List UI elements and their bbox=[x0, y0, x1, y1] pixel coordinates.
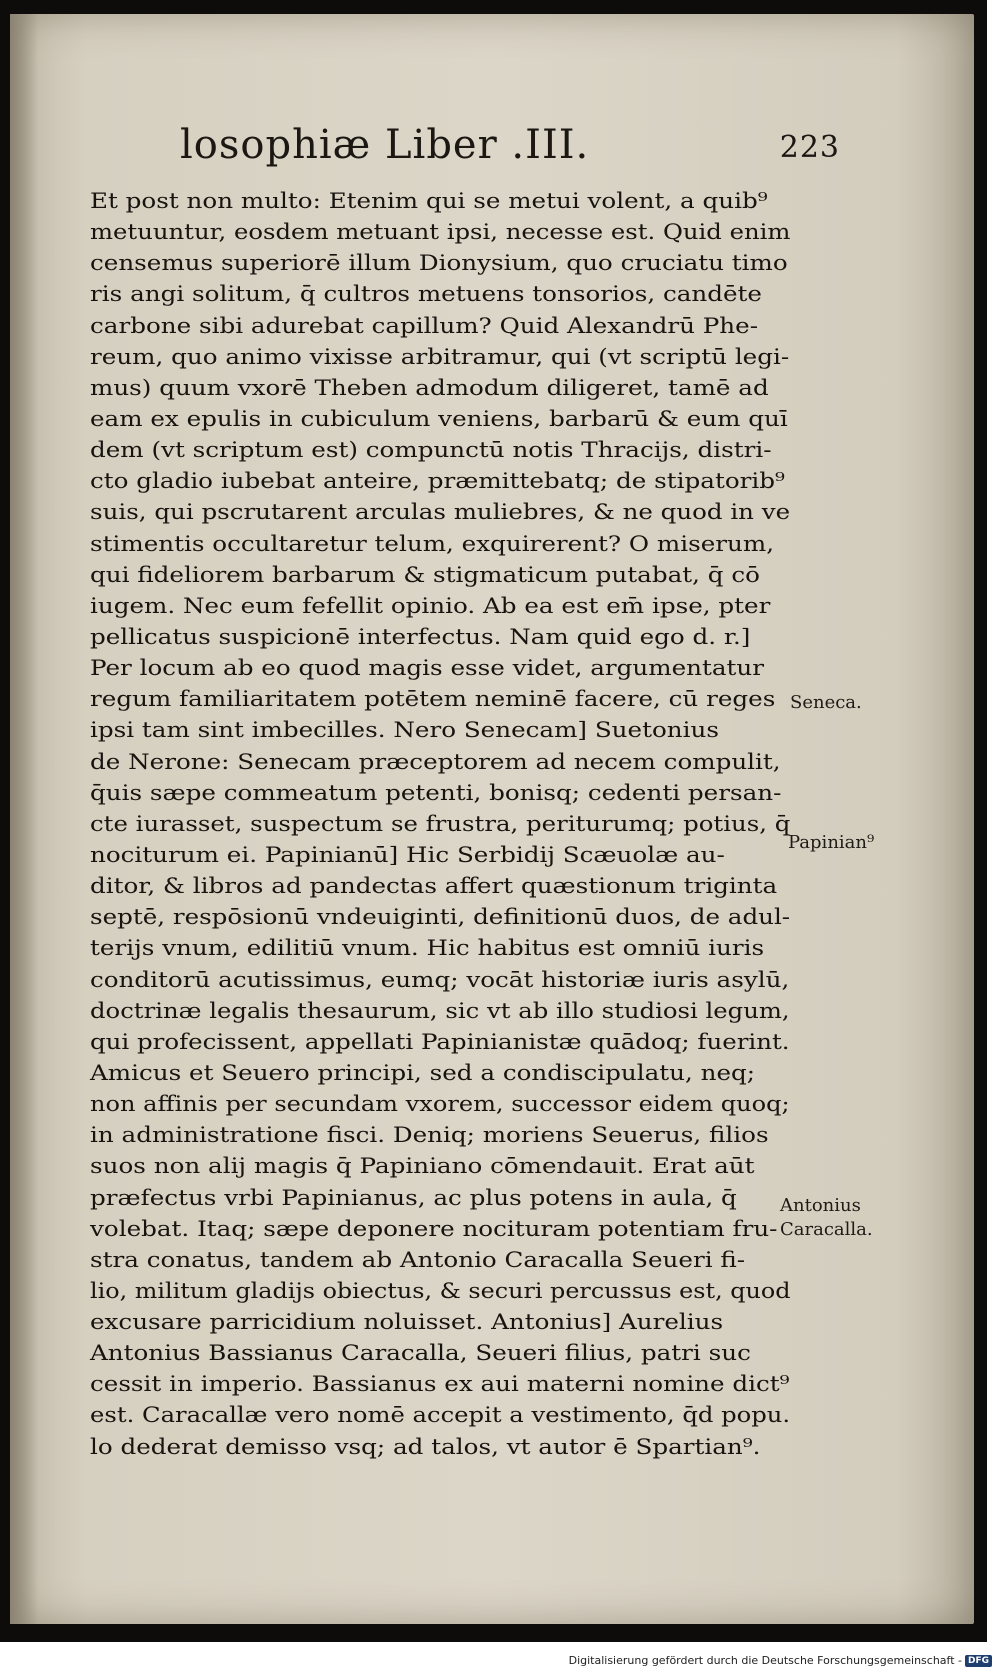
margin-note-papinian: Papinian⁹ bbox=[788, 832, 875, 853]
text-line: terijs vnum, edilitiū vnum. Hic habitus est omniū iuris bbox=[90, 936, 765, 962]
text-line: conditorū acutissimus, eumq; vocāt historiæ iuris asylū, bbox=[90, 967, 790, 993]
page-number: 223 bbox=[779, 130, 840, 165]
margin-note-antonius bbox=[780, 1194, 873, 1242]
text-line: ris angi solitum, q̄ cultros metuens tonsorios, candēte bbox=[90, 282, 762, 308]
text-line: regum familiaritatem potētem neminē facere, cū reges bbox=[90, 687, 776, 713]
text-line: lio, militum gladijs obiectus, & securi percussus est, quod bbox=[90, 1278, 791, 1304]
digitization-credit bbox=[569, 1654, 992, 1667]
text-line: mus) quum vxorē Theben admodum diligeret, tamē ad bbox=[90, 375, 769, 401]
text-line: septē, respōsionū vndeuiginti, definitionū duos, de adul- bbox=[90, 905, 791, 931]
text-line: cto gladio iubebat anteire, præmittebatq; de stipatorib⁹ bbox=[90, 469, 785, 495]
text-line: reum, quo animo vixisse arbitramur, qui (vt scriptū legi- bbox=[90, 344, 790, 370]
text-line: cessit in imperio. Bassianus ex aui materni nomine dict⁹ bbox=[90, 1372, 790, 1398]
text-line: metuuntur, eosdem metuant ipsi, necesse est. Quid enim bbox=[90, 220, 791, 246]
text-line: dem (vt scriptum est) compunctū notis Thracijs, distri- bbox=[90, 438, 772, 464]
text-line: cte iurasset, suspectum se frustra, periturumq; potius, q̄ bbox=[90, 811, 791, 837]
dfg-logo: DFG bbox=[965, 1655, 992, 1667]
text-line: Antonius Bassianus Caracalla, Seueri filius, patri suc bbox=[90, 1341, 751, 1367]
margin-note-seneca: Seneca. bbox=[790, 692, 862, 713]
text-line: qui fideliorem barbarum & stigmaticum putabat, q̄ cō bbox=[90, 562, 760, 588]
text-line: Et post non multo: Etenim qui se metui volent, a quib⁹ bbox=[90, 189, 768, 214]
text-line: Per locum ab eo quod magis esse videt, argumentatur bbox=[90, 656, 765, 682]
credit-text: Digitalisierung gefördert durch die Deutsche Forschungsgemeinschaft - bbox=[568, 1654, 962, 1667]
text-line: de Nerone: Senecam præceptorem ad necem compulit, bbox=[90, 749, 781, 775]
text-line: pellicatus suspicionē interfectus. Nam quid ego d. r.] bbox=[90, 624, 751, 650]
text-line: suis, qui pscrutarent arculas muliebres, & ne quod in ve bbox=[90, 500, 791, 526]
margin-note-antonius-line1: Antonius bbox=[780, 1195, 861, 1216]
text-line: non affinis per secundam vxorem, successor eidem quoq; bbox=[90, 1092, 790, 1118]
text-line: suos non alij magis q̄ Papiniano cōmendauit. Erat aūt bbox=[90, 1154, 755, 1180]
text-line: in administratione fisci. Deniq; moriens Seuerus, filios bbox=[90, 1123, 769, 1149]
running-title: losophiæ Liber .III. bbox=[180, 122, 590, 168]
text-line: excusare parricidium noluisset. Antonius] Aurelius bbox=[90, 1310, 724, 1336]
text-line: nociturum ei. Papinianū] Hic Serbidij Scæuolæ au- bbox=[90, 842, 725, 868]
text-line: doctrinæ legalis thesaurum, sic vt ab illo studiosi legum, bbox=[90, 998, 790, 1024]
text-line: qui profecissent, appellati Papinianistæ quādoq; fuerint. bbox=[90, 1029, 790, 1055]
text-line: præfectus vrbi Papinianus, ac plus potens in aula, q̄ bbox=[90, 1185, 737, 1211]
text-line: lo dederat demisso vsq; ad talos, vt autor ē Spartian⁹. bbox=[90, 1434, 761, 1460]
text-line: ditor, & libros ad pandectas affert quæstionum triginta bbox=[90, 874, 778, 900]
text-line: ipsi tam sint imbecilles. Nero Senecam] Suetonius bbox=[90, 718, 719, 744]
text-line: est. Caracallæ vero nomē accepit a vestimento, q̄d popu. bbox=[90, 1403, 791, 1429]
text-line: Amicus et Seuero principi, sed a condiscipulatu, neq; bbox=[90, 1060, 756, 1086]
text-line: volebat. Itaq; sæpe deponere nocituram potentiam fru- bbox=[90, 1216, 778, 1242]
text-line: iugem. Nec eum fefellit opinio. Ab ea est em̄ ipse, pter bbox=[90, 593, 771, 619]
book-page bbox=[10, 14, 974, 1624]
text-line: stimentis occultaretur telum, exquirerent? O miserum, bbox=[90, 531, 775, 557]
text-line: q̄uis sæpe commeatum petenti, bonisq; cedenti persan- bbox=[90, 780, 782, 806]
text-line: censemus superiorē illum Dionysium, quo cruciatu timo bbox=[90, 251, 788, 277]
text-line: stra conatus, tandem ab Antonio Caracalla Seueri fi- bbox=[90, 1247, 746, 1273]
text-line: carbone sibi adurebat capillum? Quid Alexandrū Phe- bbox=[90, 313, 759, 339]
marginal-notes bbox=[10, 14, 974, 1624]
margin-note-antonius-line2: Caracalla. bbox=[780, 1219, 873, 1240]
text-line: eam ex epulis in cubiculum veniens, barbarū & eum quī bbox=[90, 406, 788, 432]
